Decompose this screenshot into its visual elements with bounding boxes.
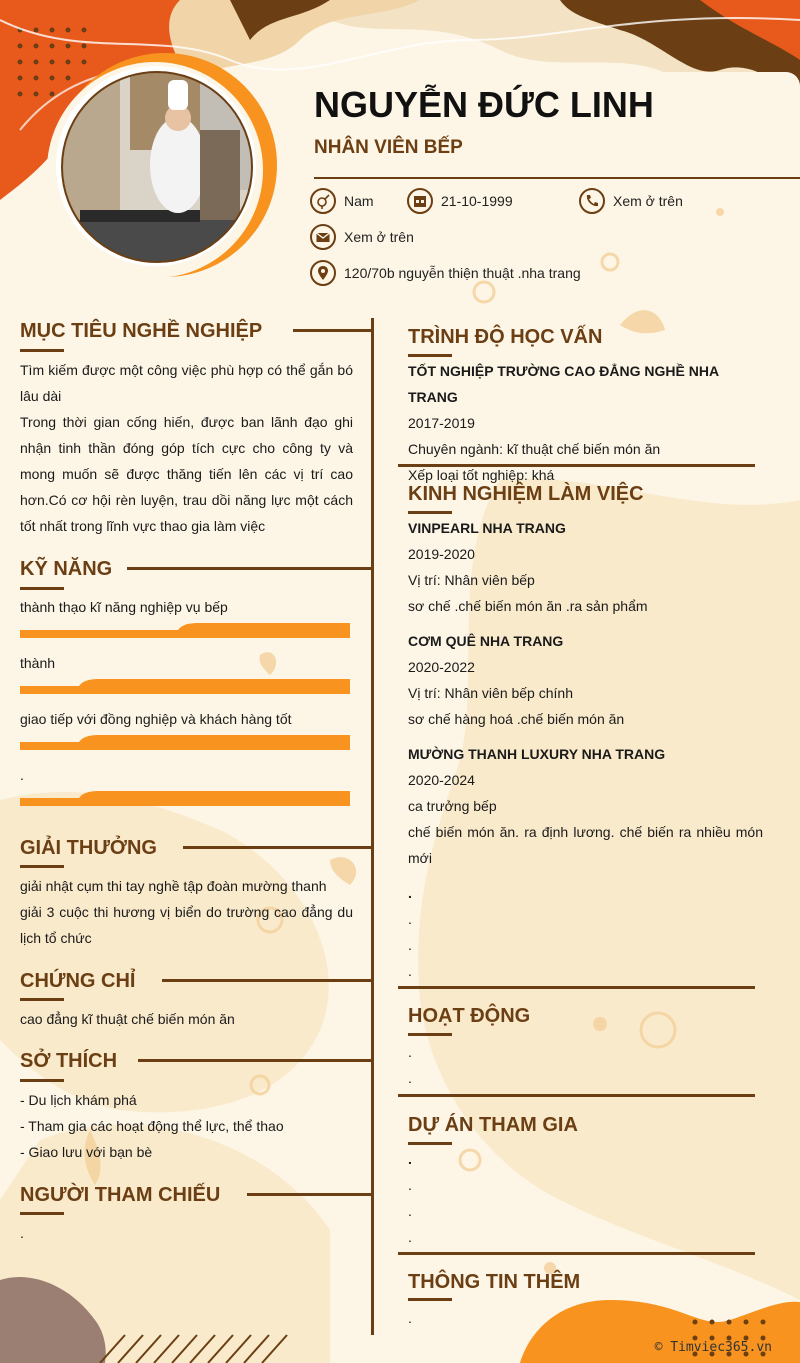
hobbies-title: SỞ THÍCH [20,1050,118,1072]
reference-item: . [20,1225,24,1241]
education-school: TỐT NGHIỆP TRƯỜNG CAO ĐẲNG NGHỀ NHA TRANG [408,363,719,405]
references-rule [247,1193,373,1196]
birthday-value: 21-10-1999 [441,193,513,209]
more-info-underline [408,1298,452,1301]
header-divider [314,177,800,179]
project-item: . [408,1229,412,1245]
hobby-item: - Du lịch khám phá [20,1092,137,1108]
extra-line: . [408,885,412,901]
skill-bar-fill [76,735,350,750]
job-line: sơ chế hàng hoá .chế biến món ăn [408,711,625,727]
calendar-icon [407,188,433,214]
activity-item: . [408,1044,412,1060]
job-company: MƯỜNG THANH LUXURY NHA TRANG [408,746,666,762]
job-company: CƠM QUÊ NHA TRANG [408,633,564,649]
education-period: 2017-2019 [408,415,475,431]
job-company: VINPEARL NHA TRANG [408,520,566,536]
hobbies-underline [20,1079,64,1082]
more-info-item: . [408,1310,412,1326]
skill-label: giao tiếp với đồng nghiệp và khách hàng tốt [20,711,292,727]
contact-gender [310,188,374,214]
activities-rule [398,1094,755,1097]
skills-title: KỸ NĂNG [20,558,113,580]
references-underline [20,1212,64,1215]
phone-value: Xem ở trên [613,193,683,209]
projects-title: DỰ ÁN THAM GIA [408,1114,578,1136]
objective-text [20,357,353,539]
objective-rule [293,329,373,332]
education-block [408,358,763,488]
project-item: . [408,1151,412,1167]
skills-rule [127,567,373,570]
certificates-rule [162,979,373,982]
awards-underline [20,865,64,868]
job-entry [408,628,763,732]
activities-list [408,1039,412,1091]
gender-icon [310,188,336,214]
job-entry [408,741,763,871]
projects-rule [398,1252,755,1255]
certificates-underline [20,998,64,1001]
hobby-item: - Giao lưu với bạn bè [20,1144,153,1160]
awards-title: GIẢI THƯỞNG [20,837,157,859]
project-item: . [408,1177,412,1193]
references-title: NGƯỜI THAM CHIẾU [20,1184,221,1206]
job-line: Vị trí: Nhân viên bếp chính [408,685,573,701]
phone-icon [579,188,605,214]
award-item: giải 3 cuộc thi hương vị biển do trường cao đẳng du lịch tổ chức [20,904,353,946]
experience-title: KINH NGHIỆM LÀM VIỆC [408,483,644,505]
skill-bar [20,790,350,806]
activity-item: . [408,1070,412,1086]
job-line: Vị trí: Nhân viên bếp [408,572,535,588]
contact-email [310,224,414,250]
education-rule [398,464,755,467]
experience-underline [408,511,452,514]
address-value: 120/70b nguyễn thiện thuật .nha trang [344,265,581,281]
job-period: 2019-2020 [408,546,475,562]
contact-phone [579,188,683,214]
contact-address [310,260,581,286]
extra-line: . [408,937,412,953]
mail-icon [310,224,336,250]
skill-label: thành [20,655,56,671]
gender-value: Nam [344,193,374,209]
projects-list [408,1146,412,1250]
education-major: Chuyên ngành: kĩ thuật chế biến món ăn [408,441,661,457]
full-name: NGUYỄN ĐỨC LINH [314,84,654,125]
job-title: NHÂN VIÊN BẾP [314,137,463,158]
education-title: TRÌNH ĐỘ HỌC VẤN [408,326,603,348]
skill-bar [20,734,350,750]
objective-paragraph: Tìm kiếm được một công việc phù hợp có thể gắn bó lâu dài [20,362,353,404]
job-period: 2020-2024 [408,772,475,788]
skill-label: . [20,767,24,783]
skill-bar-fill [175,623,350,638]
skill-bar-fill [76,679,350,694]
projects-underline [408,1142,452,1145]
more-info-title: THÔNG TIN THÊM [408,1271,581,1293]
objective-underline [20,349,64,352]
hobbies-list [20,1087,284,1165]
experience-extra [408,880,763,984]
skill-label: thành thạo kĩ năng nghiệp vụ bếp [20,599,228,615]
email-value: Xem ở trên [344,229,414,245]
objective-paragraph: Trong thời gian cống hiến, được ban lãnh đạo ghi nhận tinh thần đóng góp tích cực cho công ty và mong muốn sẽ được thăng tiến lên các vị trí cao hơn.Có cơ hội rèn luyện, trau dồi năng lực một cách tốt nhất trong lĩnh vực thao gia làm việc [20,414,353,534]
activities-title: HOẠT ĐỘNG [408,1005,531,1027]
awards-rule [183,846,373,849]
watermark: © Timviec365.vn [654,1340,772,1355]
activities-underline [408,1033,452,1036]
column-divider [371,318,374,1335]
skill-bar-fill [76,791,350,806]
education-underline [408,354,452,357]
project-item: . [408,1203,412,1219]
experience-list [408,515,763,984]
award-item: giải nhật cụm thi tay nghề tập đoàn mường thanh [20,878,327,894]
awards-list [20,873,353,951]
extra-line: . [408,963,412,979]
job-line: ca trưởng bếp [408,798,497,814]
avatar-photo [60,70,254,264]
job-entry [408,515,763,619]
job-period: 2020-2022 [408,659,475,675]
certificate-item: cao đẳng kĩ thuật chế biến món ăn [20,1011,235,1027]
education-grade: Xếp loại tốt nghiệp: khá [408,467,555,483]
hobby-item: - Tham gia các hoạt động thể lực, thể thao [20,1118,284,1134]
job-line: chế biến món ăn. ra định lương. chế biến ra nhiều món mới [408,824,763,866]
hobbies-rule [138,1059,373,1062]
objective-title: MỤC TIÊU NGHỀ NGHIỆP [20,320,263,342]
certificates-title: CHỨNG CHỈ [20,970,136,992]
skill-bar [20,678,350,694]
experience-rule [398,986,755,989]
extra-line: . [408,911,412,927]
contact-birthday [407,188,513,214]
skills-underline [20,587,64,590]
skill-bar [20,622,350,638]
job-line: sơ chế .chế biến món ăn .ra sản phẩm [408,598,648,614]
location-icon [310,260,336,286]
